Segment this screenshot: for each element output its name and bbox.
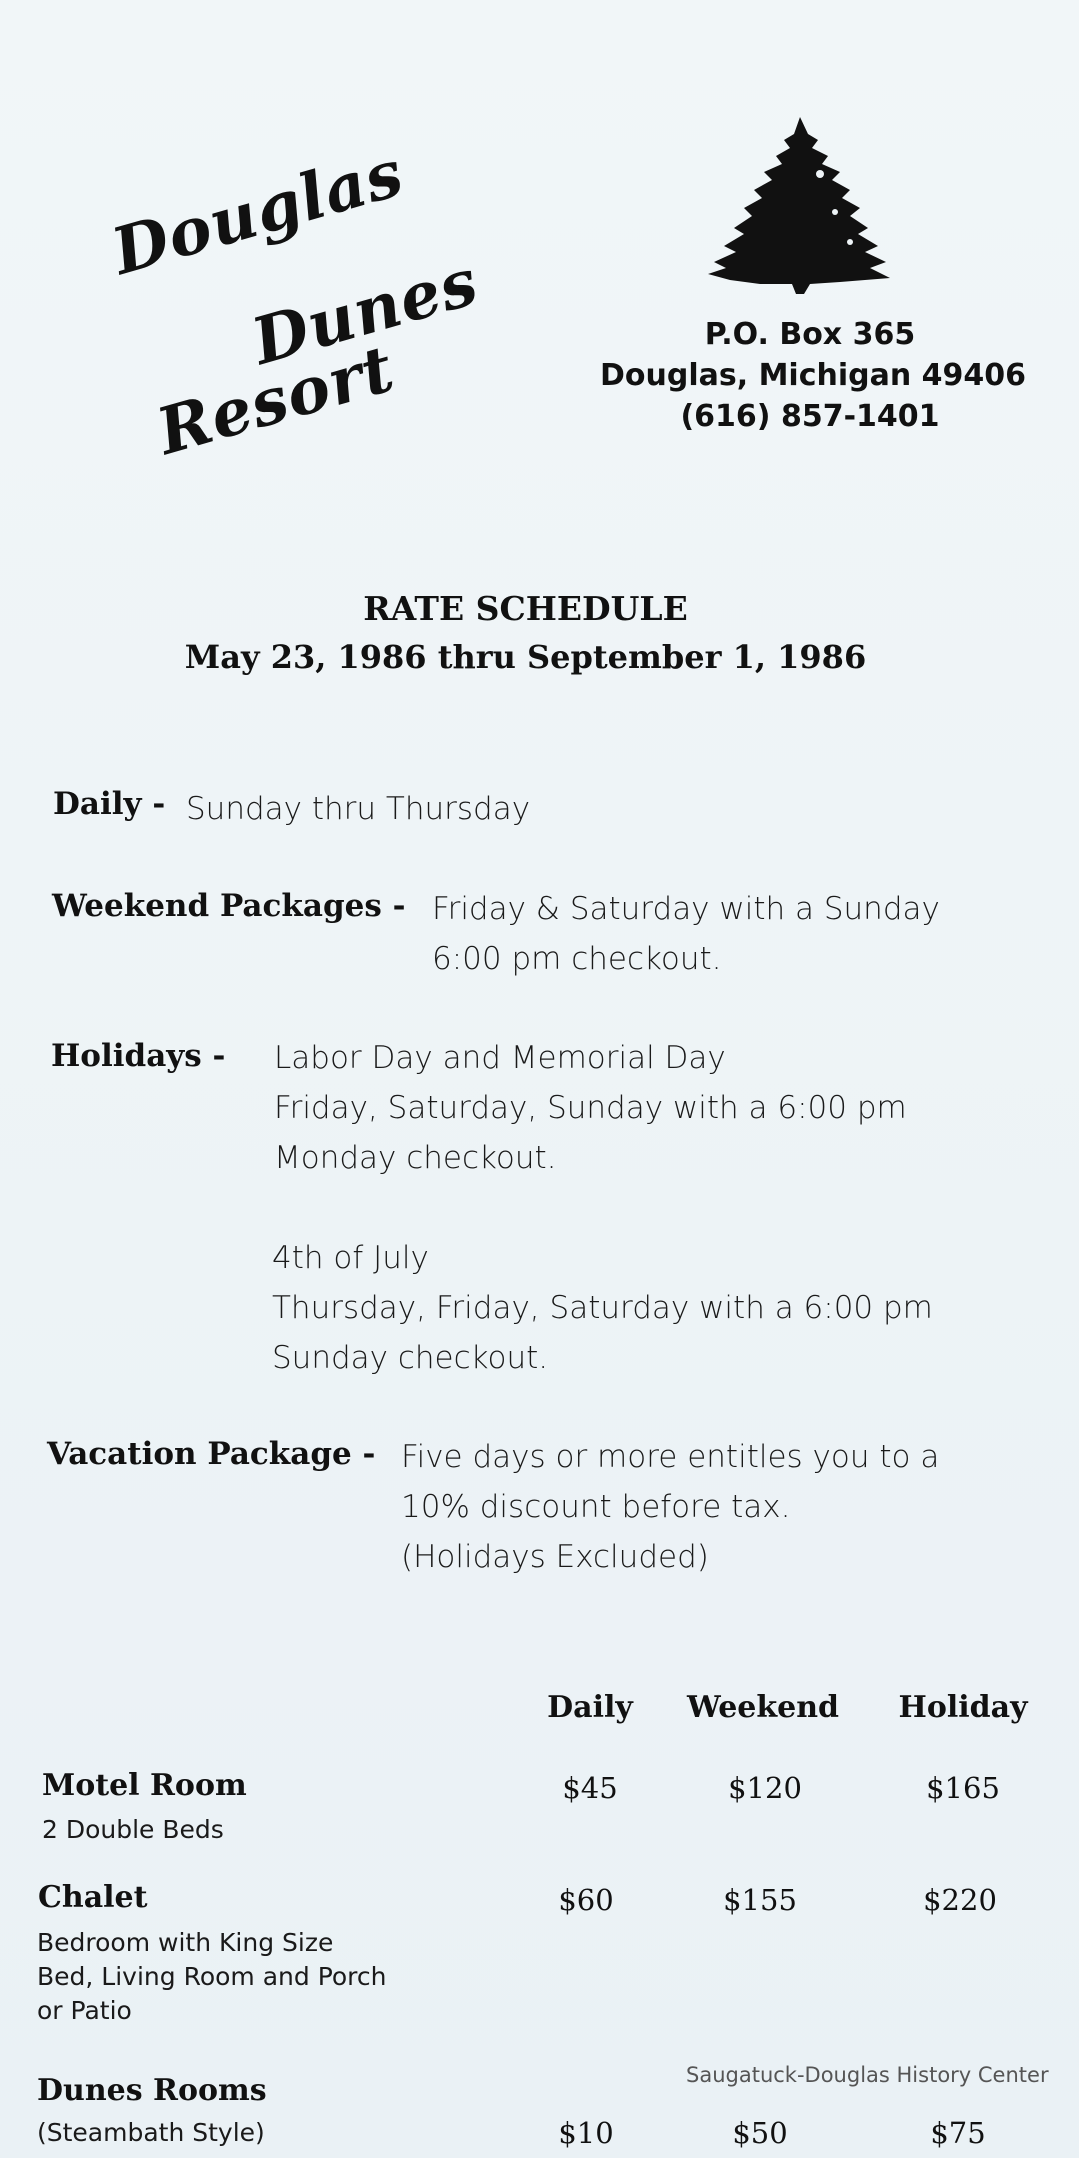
daily-text: Sunday thru Thursday xyxy=(186,791,531,827)
holidays-line-6: Sunday checkout. xyxy=(272,1340,549,1376)
weekend-line-1: Friday & Saturday with a Sunday xyxy=(432,891,940,927)
column-weekend: Weekend xyxy=(686,1690,840,1725)
rate-row-desc: Bedroom with King Size xyxy=(37,1928,334,1957)
address-city: Douglas, Michigan 49406 xyxy=(600,358,1027,393)
weekend-label: Weekend Packages - xyxy=(52,888,406,924)
holidays-line-3: Monday checkout. xyxy=(274,1140,557,1176)
rate-row-desc: 2 Double Beds xyxy=(42,1815,224,1844)
rate-weekend: $155 xyxy=(723,1883,797,1917)
page-subtitle: May 23, 1986 thru September 1, 1986 xyxy=(184,638,867,676)
resort-address xyxy=(600,314,1027,437)
pine-tree-icon xyxy=(700,112,900,297)
vacation-label: Vacation Package - xyxy=(47,1436,376,1472)
rate-row-desc: or Patio xyxy=(37,1996,132,2025)
rate-row-name: Motel Room xyxy=(42,1768,247,1803)
daily-label: Daily - xyxy=(53,786,166,822)
holidays-line-5: Thursday, Friday, Saturday with a 6:00 pm xyxy=(272,1290,933,1326)
column-daily: Daily xyxy=(547,1690,633,1725)
column-holiday: Holiday xyxy=(898,1690,1028,1725)
holidays-line-4: 4th of July xyxy=(272,1240,429,1276)
archive-credit: Saugatuck-Douglas History Center xyxy=(686,2063,1049,2087)
rate-row-name: Chalet xyxy=(38,1880,148,1915)
rate-daily: $45 xyxy=(562,1771,618,1805)
holidays-line-1: Labor Day and Memorial Day xyxy=(274,1040,726,1076)
logo-line-2: Dunes xyxy=(244,244,487,380)
vacation-line-1: Five days or more entitles you to a xyxy=(401,1439,940,1475)
rate-holiday: $75 xyxy=(930,2116,986,2150)
holidays-label: Holidays - xyxy=(51,1038,226,1074)
rate-row-name: Dunes Rooms xyxy=(37,2073,267,2108)
rate-daily: $10 xyxy=(558,2116,614,2150)
rate-row-desc: (Steambath Style) xyxy=(37,2118,265,2147)
rate-weekend: $50 xyxy=(732,2116,788,2150)
logo-line-3: Resort xyxy=(149,331,403,470)
holidays-line-2: Friday, Saturday, Sunday with a 6:00 pm xyxy=(274,1090,907,1126)
rate-weekend: $120 xyxy=(728,1771,802,1805)
address-po-box: P.O. Box 365 xyxy=(704,317,916,352)
rate-row-desc: Bed, Living Room and Porch xyxy=(37,1962,387,1991)
rate-daily: $60 xyxy=(558,1883,614,1917)
resort-logo xyxy=(104,135,515,490)
rate-holiday: $220 xyxy=(923,1883,997,1917)
rate-holiday: $165 xyxy=(926,1771,1000,1805)
address-phone: (616) 857-1401 xyxy=(680,399,940,434)
weekend-line-2: 6:00 pm checkout. xyxy=(432,941,722,977)
vacation-line-2: 10% discount before tax. xyxy=(401,1489,791,1525)
page-title: RATE SCHEDULE xyxy=(363,589,688,628)
logo-line-1: Douglas xyxy=(104,135,412,290)
vacation-line-3: (Holidays Excluded) xyxy=(401,1539,709,1575)
